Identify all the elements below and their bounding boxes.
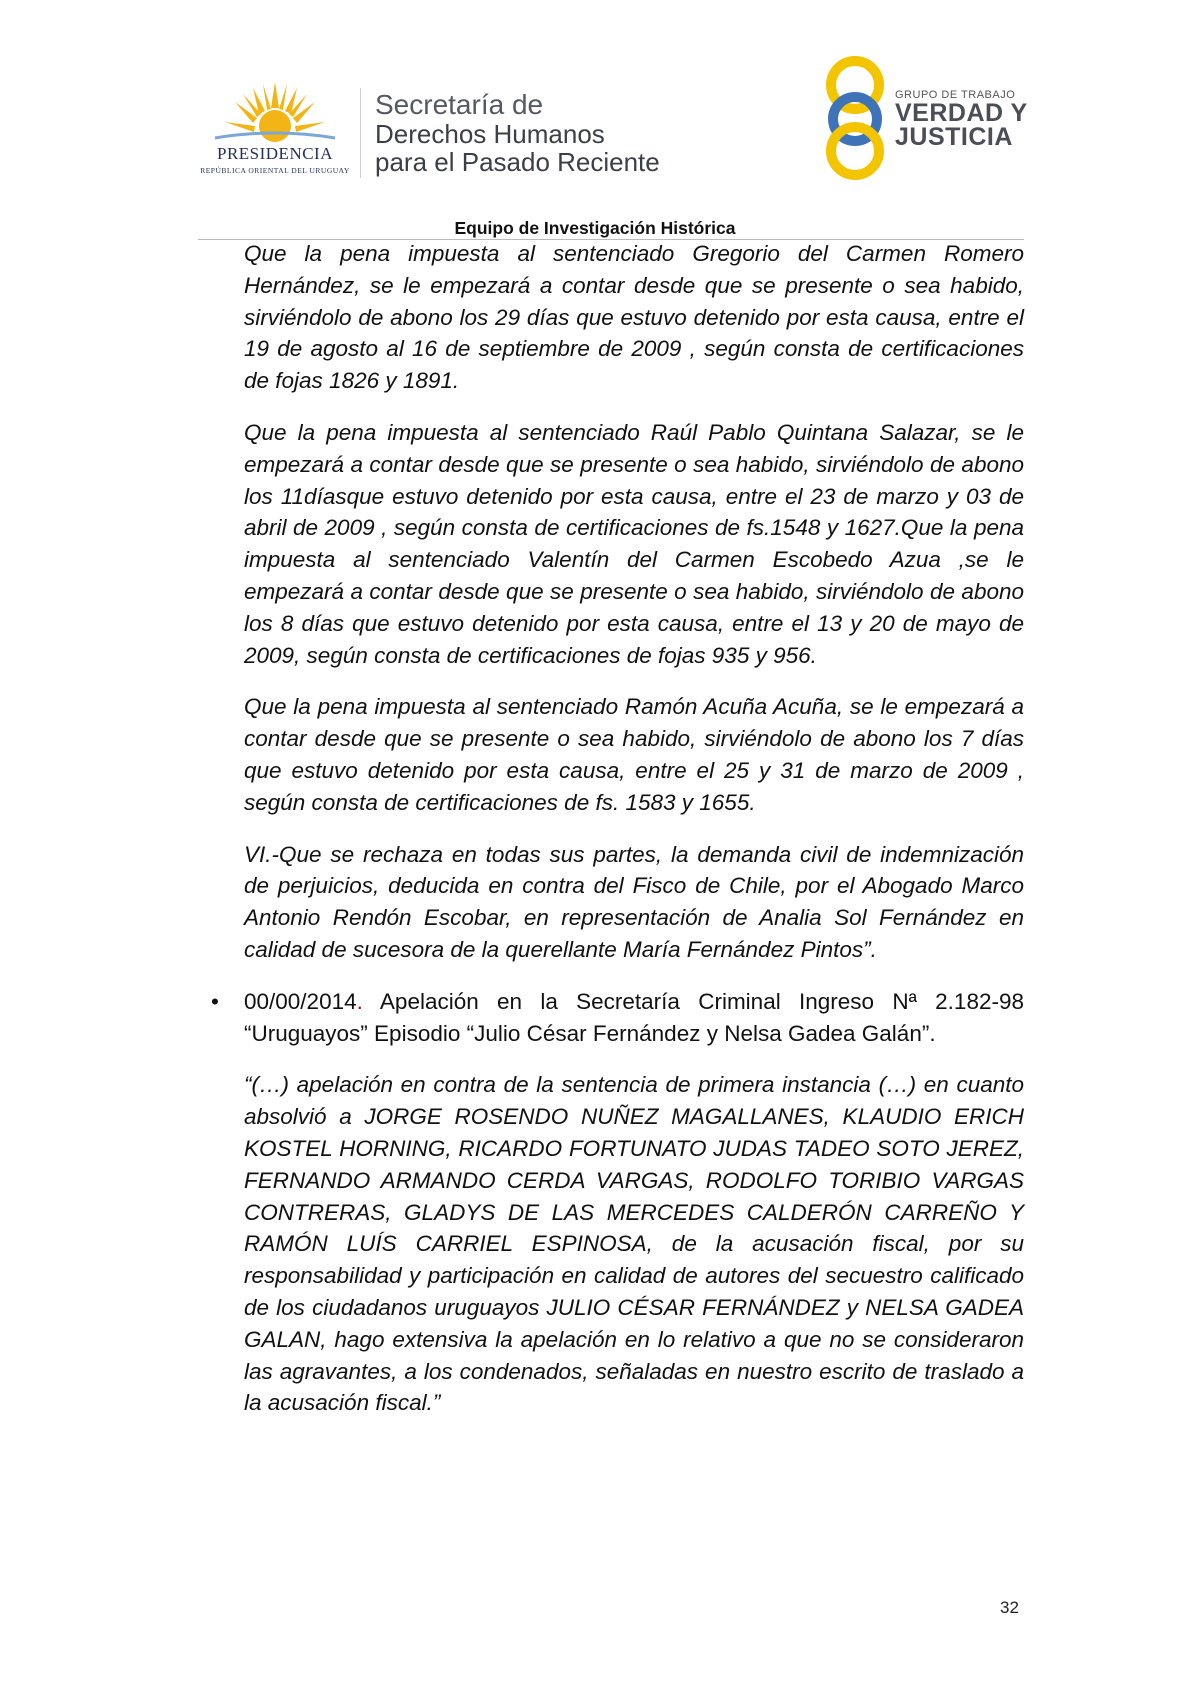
page-header [0,0,1190,240]
logo-divider [360,88,361,178]
secretaria-line-1: Secretaría de [375,89,544,120]
grupo-line-1: GRUPO DE TRABAJO [895,89,1016,101]
bullet-text: Apelación en la Secretaría Criminal Ingreso Nª 2.182-98 “Uruguayos” Episodio “Julio César Fernández y Nelsa Gadea Galán”. [244,988,1024,1046]
bullet-item [211,986,1024,1050]
secretaria-logo [375,90,660,176]
presidencia-logo [195,78,355,178]
verdad-justicia-text [895,89,1028,149]
secretaria-line-2: Derechos Humanos [375,119,605,149]
paragraph-4: VI.-Que se rechaza en todas sus partes, la demanda civil de indemnización de perjuicios, deducida en contra del Fisco de Chile, por el Abogado Marco Antonio Rendón Escobar, en representación de Analia Sol Fernández en calidad de sucesora de la querellante María Fernández Pintos”. [244,841,1024,962]
sun-icon [195,78,355,148]
paragraph-2: Que la pena impuesta al sentenciado Raúl Pablo Quintana Salazar, se le empezará a contar desde que se presente o sea habido, sirviéndolo de abono los 11díasque estuvo detenido por esta causa, entre el 23 de marzo y 03 de abril de 2009 , según consta de certificaciones de fs.1548 y 1627.Que la pena impuesta al sentenciado Valentín del Carmen Escobedo Azua ,se le empezará a contar desde que se presente o sea habido, sirviéndolo de abono los 8 días que estuvo detenido por esta causa, entre el 13 y 20 de mayo de 2009, según consta de certificaciones de fojas 935 y 956. [244,419,1024,668]
verdad-justicia-logo [820,55,1040,185]
team-title: Equipo de Investigación Histórica [454,218,736,238]
paragraph-5: “(…) apelación en contra de la sentencia de primera instancia (…) en cuanto absolvió a JORGE ROSENDO NUÑEZ MAGALLANES, KLAUDIO ERICH KOSTEL HORNING, RICARDO FORTUNATO JUDAS TADEO SOTO JEREZ, FERNANDO ARMANDO CERDA VARGAS, RODOLFO TORIBIO VARGAS CONTRERAS, GLADYS DE LAS MERCEDES CALDERÓN CARREÑO Y RAMÓN LUÍS CARRIEL ESPINOSA, de la acusación fiscal, por su responsabilidad y participación en calidad de autores del secuestro calificado de los ciudadanos uruguayos JULIO CÉSAR FERNÁNDEZ y NELSA GADEA GALAN, hago extensiva la apelación en lo relativo a que no se consideraron las agravantes, a los condenados, señaladas en nuestro escrito de traslado a la acusación fiscal.” [244,1072,1024,1416]
bullet-date: 00/00/2014 [244,988,357,1014]
presidencia-text: PRESIDENCIA [216,144,333,163]
linked-rings-icon [820,55,890,180]
page-number: 32 [1000,1598,1019,1617]
grupo-line-3: JUSTICIA [895,123,1013,151]
bullet-symbol: • [211,988,219,1014]
secretaria-line-3: para el Pasado Reciente [375,147,660,177]
presidencia-subtitle: REPÚBLICA ORIENTAL DEL URUGUAY [200,166,350,175]
paragraph-1: Que la pena impuesta al sentenciado Gregorio del Carmen Romero Hernández, se le empezará a contar desde que se presente o sea habido, sirviéndolo de abono los 29 días que estuvo detenido por esta causa, entre el 19 de agosto al 16 de septiembre de 2009 , según consta de certificaciones de fojas 1826 y 1891. [244,241,1024,394]
document-body [211,238,1024,1439]
paragraph-3: Que la pena impuesta al sentenciado Ramón Acuña Acuña, se le empezará a contar desde que se presente o sea habido, sirviéndolo de abono los 7 días que estuvo detenido por esta causa, entre el 25 y 31 de marzo de 2009 , según consta de certificaciones de fs. 1583 y 1655. [244,694,1024,815]
grupo-line-2: VERDAD Y [895,99,1028,127]
bullet-red-dot: . [356,988,363,1014]
